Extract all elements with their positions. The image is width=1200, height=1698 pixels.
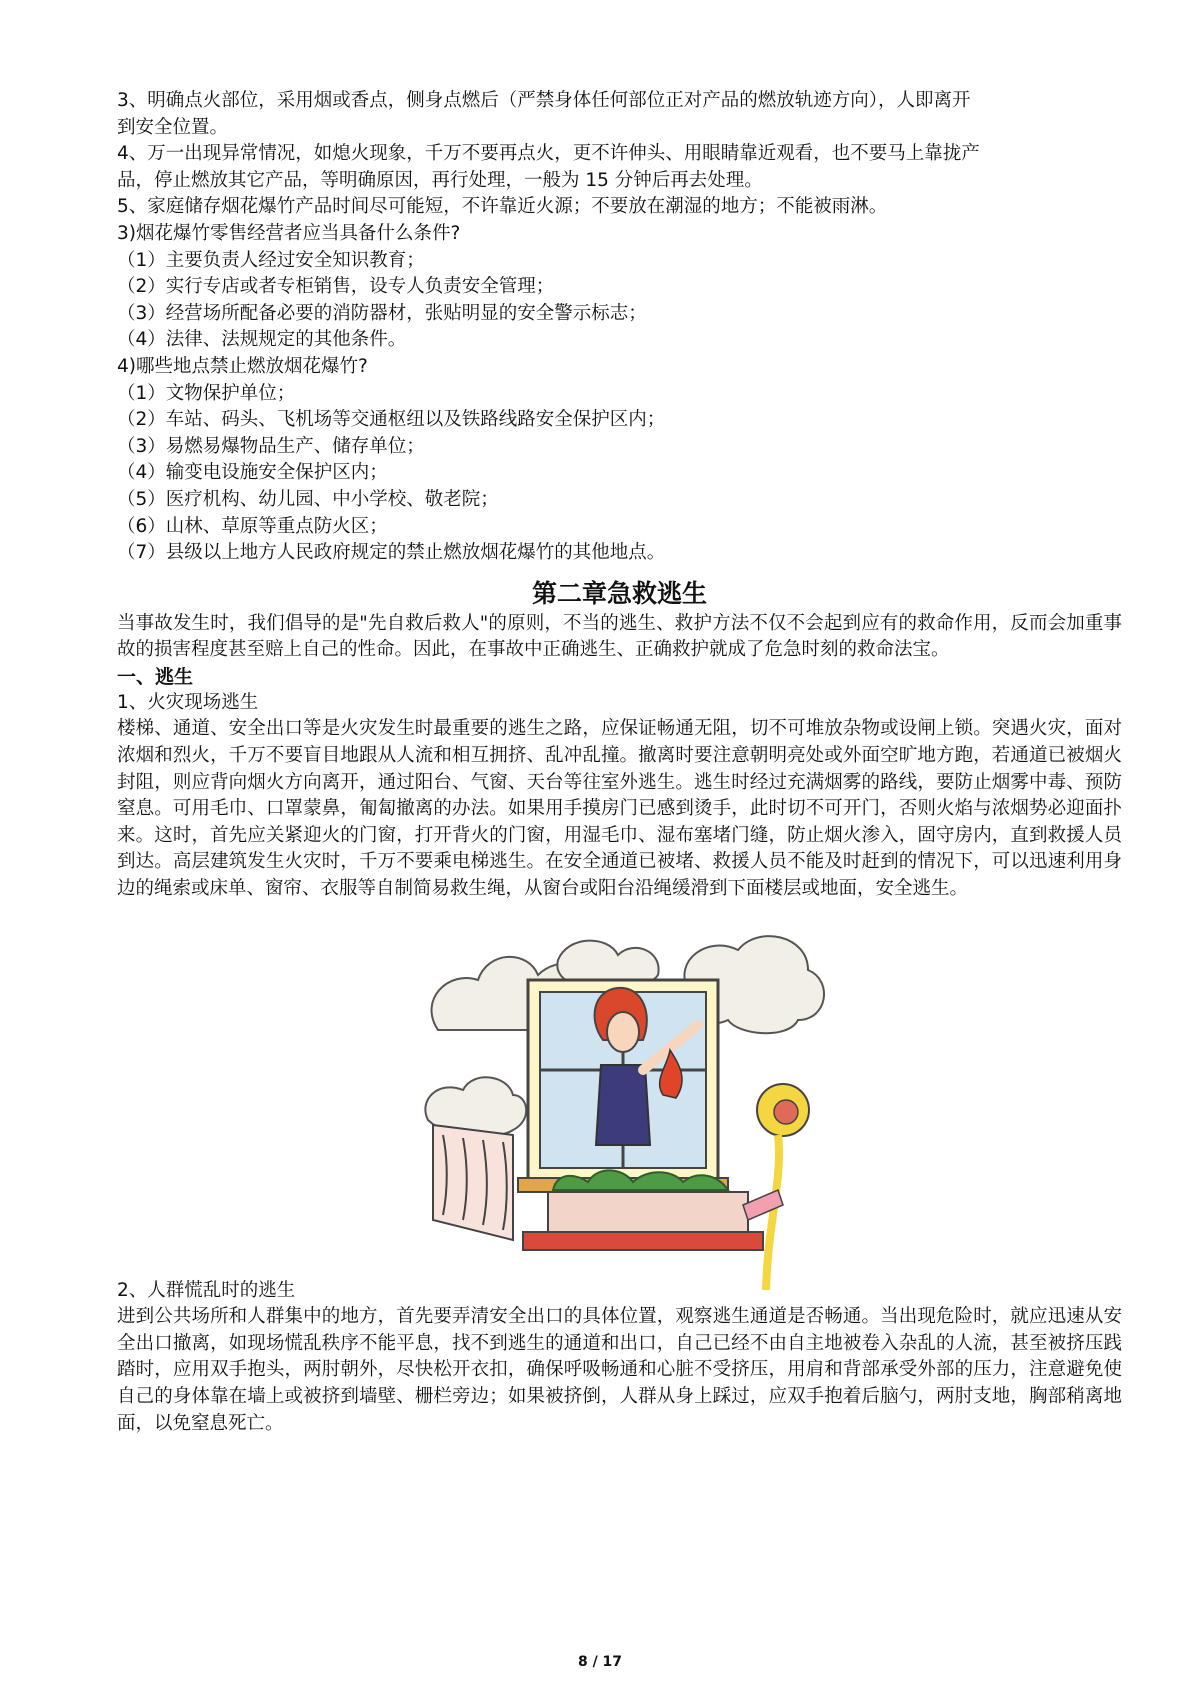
question-heading: 3)烟花爆竹零售经营者应当具备什么条件? [117,222,461,244]
list-item: （1）主要负责人经过安全知识教育； [117,249,425,271]
list-item: （1）文物保护单位； [117,382,296,404]
list-item: （7）县级以上地方人民政府规定的禁止燃放烟花爆竹的其他地点。 [117,542,666,564]
chapter-title: 第二章急救逃生 [531,578,707,608]
safety-list [117,88,1122,567]
page-number: 8 / 17 [577,1654,623,1670]
list-item: （4）法律、法规规定的其他条件。 [117,329,407,351]
text-line: 4、万一出现异常情况，如熄火现象，千万不要再点火，更不许伸头、用眼睛靠近观看，也不要马上靠拢产 [117,143,980,165]
text-line: 到安全位置。 [117,116,229,138]
text-line: 5、家庭储存烟花爆竹产品时间尽可能短，不许靠近火源；不要放在潮湿的地方；不能被雨淋。 [117,196,888,218]
question-heading: 4)哪些地点禁止燃放烟花爆竹? [117,355,368,377]
crowd-escape-paragraph: 进到公共场所和人群集中的地方，首先要弄清安全出口的具体位置，观察逃生通道是否畅通。当出现危险时，就应迅速从安全出口撤离，如现场慌乱秩序不能平息，找不到逃生的通道和出口，自己已经不由自主地被卷入杂乱的人流，甚至被挤压践踏时，应用双手抱头，两肘朝外，尽快松开衣扣，确保呼吸畅通和心脏不受挤压，用肩和背部承受外部的压力，注意避免使自己的身体靠在墙上或被挤到墙壁、栅栏旁边；如果被挤倒，人群从身上踩过，应双手抱着后脑勺，两肘支地，胸部稍离地面，以免窒息死亡。 [117,1306,1122,1434]
text-line: 品，停止燃放其它产品，等明确原因，再行处理，一般为 15 分钟后再去处理。 [117,169,763,191]
subsection-title: 2、人群慌乱时的逃生 [117,1279,296,1301]
text-line: 3、明确点火部位，采用烟或香点，侧身点燃后（严禁身体任何部位正对产品的燃放轨迹方向），人即离开 [117,90,971,111]
section-title: 一、逃生 [117,665,194,688]
subsection-title: 1、火灾现场逃生 [117,691,259,713]
list-item: （2）实行专店或者专柜销售，设专人负责安全管理； [117,276,555,298]
intro-paragraph: 当事故发生时，我们倡导的是"先自救后救人"的原则，不当的逃生、救护方法不仅不会起到应有的救命作用，反而会加重事故的损害程度甚至赔上自己的性命。因此，在事故中正确逃生、正确救护就成了危急时刻的救命法宝。 [117,612,1122,661]
list-item: （6）山林、草原等重点防火区； [117,515,388,537]
list-item: （3）经营场所配备必要的消防器材，张贴明显的安全警示标志； [117,302,647,324]
list-item: （3）易燃易爆物品生产、储存单位； [117,435,425,457]
list-item: （5）医疗机构、幼儿园、中小学校、敬老院； [117,488,499,510]
list-item: （4）输变电设施安全保护区内； [117,462,388,484]
fire-escape-illustration [418,920,838,1290]
list-item: （2）车站、码头、飞机场等交通枢纽以及铁路线路安全保护区内； [117,409,666,431]
fire-escape-paragraph: 楼梯、通道、安全出口等是火灾发生时最重要的逃生之路，应保证畅通无阻，切不可堆放杂物或设闸上锁。突遇火灾，面对浓烟和烈火，千万不要盲目地跟从人流和相互拥挤、乱冲乱撞。撤离时要注意朝明亮处或外面空旷地方跑，若通道已被烟火封阻，则应背向烟火方向离开，通过阳台、气窗、天台等往室外逃生。逃生时经过充满烟雾的路线，要防止烟雾中毒、预防窒息。可用毛巾、口罩蒙鼻，匍匐撤离的办法。如果用手摸房门已感到烫手，此时切不可开门，否则火焰与浓烟势必迎面扑来。这时，首先应关紧迎火的门窗，打开背火的门窗，用湿毛巾、湿布塞堵门缝，防止烟火渗入，固守房内，直到救援人员到达。高层建筑发生火灾时，千万不要乘电梯逃生。在安全通道已被堵、救援人员不能及时赶到的情况下，可以迅速利用身边的绳索或床单、窗帘、衣服等自制简易救生绳，从窗台或阳台沿绳缓滑到下面楼层或地面，安全逃生。 [117,718,1122,900]
